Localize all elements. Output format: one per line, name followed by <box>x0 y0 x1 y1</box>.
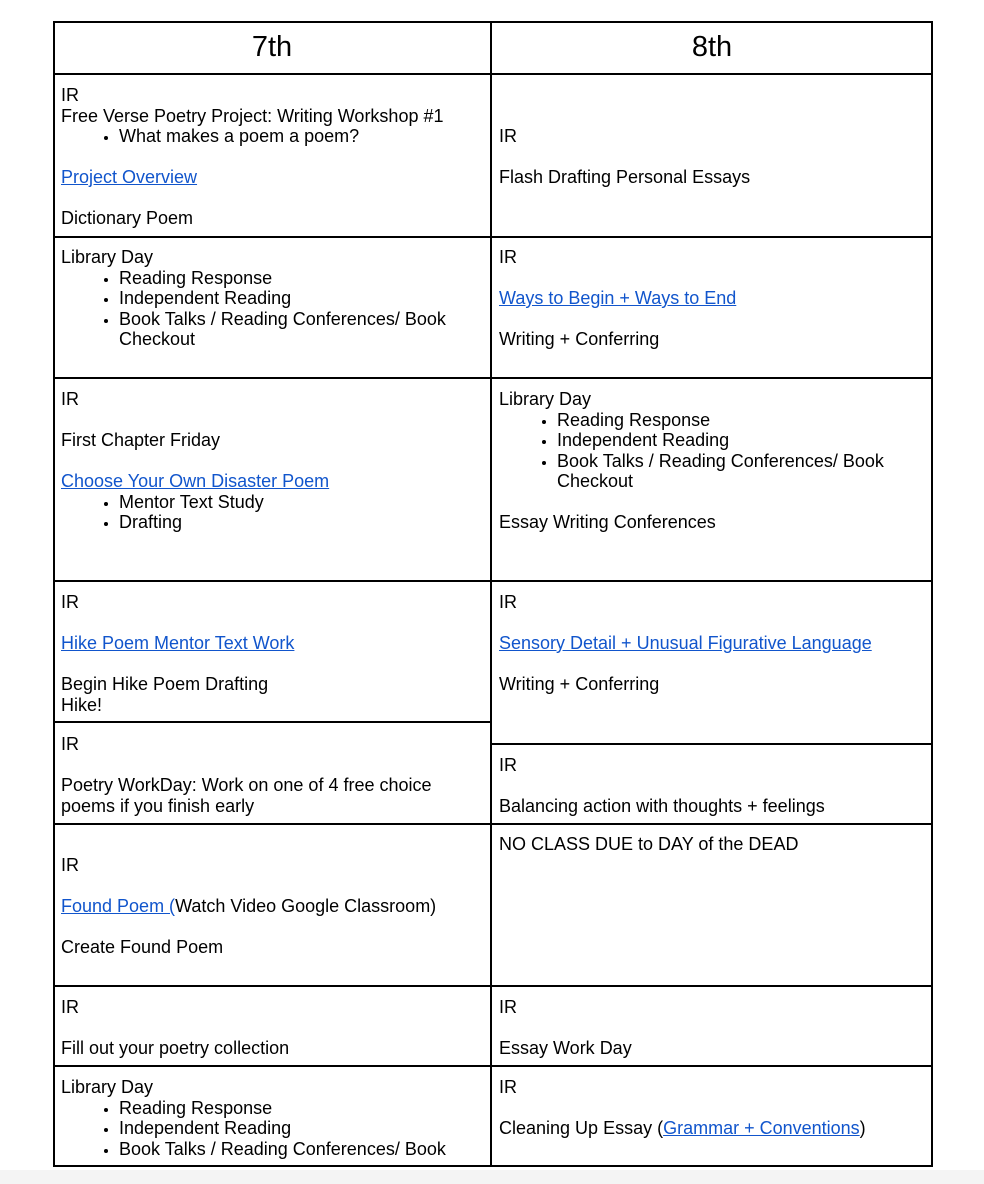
cell-r3-7th <box>61 389 481 533</box>
bullet-list <box>61 492 481 533</box>
lesson-text: Fill out your poetry collection <box>61 1038 290 1058</box>
lesson-text: First Chapter Friday <box>61 430 221 450</box>
cell-r7-7th <box>61 997 481 1059</box>
lesson-text: Hike! <box>61 694 103 715</box>
row-line-right <box>490 743 933 745</box>
lesson-text: Dictionary Poem <box>61 208 194 228</box>
list-item: • Book Talks / Reading Conferences/ Book Checkout <box>119 309 449 350</box>
cell-r4-8th <box>499 592 924 695</box>
ways-to-begin-link[interactable]: Ways to Begin + Ways to End <box>499 288 737 308</box>
list-item: • Independent Reading <box>119 288 481 309</box>
lesson-text: Writing + Conferring <box>499 674 660 694</box>
ir-label: IR <box>61 855 79 875</box>
cell-r8-7th <box>61 1077 481 1159</box>
list-item: • Reading Response <box>119 1098 481 1119</box>
bullet-list <box>61 1098 481 1160</box>
cell-r4-7th <box>61 592 481 715</box>
lesson-text-end: ) <box>859 1118 866 1138</box>
row-line <box>53 985 933 987</box>
found-poem-link[interactable]: Found Poem ( <box>61 896 176 916</box>
ir-label: IR <box>499 592 517 612</box>
row-line <box>53 823 933 825</box>
list-item: • What makes a poem a poem? <box>119 126 481 147</box>
lesson-text: Balancing action with thoughts + feelings <box>499 796 825 816</box>
lesson-text: NO CLASS DUE to DAY of the DEAD <box>499 834 799 854</box>
header-7th <box>53 21 491 74</box>
header-8th-label: 8th <box>691 31 733 63</box>
list-item: • Independent Reading <box>119 1118 481 1139</box>
ir-label: IR <box>499 126 517 146</box>
list-item: • Book Talks / Reading Conferences/ Book Checkout <box>557 451 897 492</box>
page-bottom-shade <box>0 1170 984 1184</box>
lesson-text: Create Found Poem <box>61 937 224 957</box>
lesson-title: Library Day <box>499 389 592 409</box>
row-line <box>53 377 933 379</box>
ir-label: IR <box>61 389 79 409</box>
disaster-poem-link[interactable]: Choose Your Own Disaster Poem <box>61 471 330 491</box>
lesson-text: Essay Work Day <box>499 1038 632 1058</box>
lesson-text: Poetry WorkDay: Work on one of 4 free choice poems if you finish early <box>61 775 432 816</box>
cell-r2-7th <box>61 247 481 350</box>
lesson-text: Flash Drafting Personal Essays <box>499 167 751 187</box>
row-line <box>53 236 933 238</box>
grammar-conventions-link[interactable]: Grammar + Conventions <box>663 1118 860 1138</box>
ir-label: IR <box>61 592 79 612</box>
list-item: • Drafting <box>119 512 481 533</box>
column-divider <box>490 21 492 1167</box>
lesson-text: Cleaning Up Essay ( <box>499 1118 664 1138</box>
cell-r1-8th <box>499 126 924 188</box>
bullet-list <box>61 268 481 350</box>
cell-r1-7th <box>61 85 481 229</box>
lesson-title: Free Verse Poetry Project: Writing Workshop #1 <box>61 105 444 126</box>
cell-r7-8th <box>499 997 924 1059</box>
ir-label: IR <box>61 997 79 1017</box>
lesson-title: Library Day <box>61 1077 154 1097</box>
cell-r3-8th <box>499 389 924 533</box>
cell-r6-7th <box>61 855 481 958</box>
row-line <box>53 1065 933 1067</box>
list-item: • Mentor Text Study <box>119 492 481 513</box>
ir-label: IR <box>499 997 517 1017</box>
lesson-text: Essay Writing Conferences <box>499 512 716 532</box>
cell-r5-7th <box>61 734 481 816</box>
found-poem-note: Watch Video Google Classroom) <box>175 896 437 916</box>
lesson-text: Writing + Conferring <box>499 329 660 349</box>
cell-r8-8th <box>499 1077 924 1139</box>
project-overview-link[interactable]: Project Overview <box>61 167 198 187</box>
header-7th-label: 7th <box>251 31 293 63</box>
sensory-detail-link[interactable]: Sensory Detail + Unusual Figurative Language <box>499 633 872 653</box>
header-8th <box>491 21 933 74</box>
lesson-text: Begin Hike Poem Drafting <box>61 674 269 694</box>
ir-label: IR <box>499 755 517 775</box>
ir-label: IR <box>499 1077 517 1097</box>
list-item: • Reading Response <box>119 268 481 289</box>
bullet-list <box>499 410 924 492</box>
list-item: • Independent Reading <box>557 430 924 451</box>
ir-label: IR <box>61 734 79 754</box>
lesson-title: Library Day <box>61 247 154 267</box>
hike-poem-link[interactable]: Hike Poem Mentor Text Work <box>61 633 295 653</box>
row-line-left <box>53 721 491 723</box>
bullet-list <box>61 126 481 147</box>
ir-label: IR <box>499 247 517 267</box>
list-item: • Reading Response <box>557 410 924 431</box>
cell-r2-8th <box>499 247 924 350</box>
list-item: • Book Talks / Reading Conferences/ Book <box>119 1139 481 1160</box>
ir-label: IR <box>61 85 79 105</box>
cell-r6-8th <box>499 834 924 855</box>
row-line <box>53 580 933 582</box>
cell-r5-8th <box>499 755 924 817</box>
